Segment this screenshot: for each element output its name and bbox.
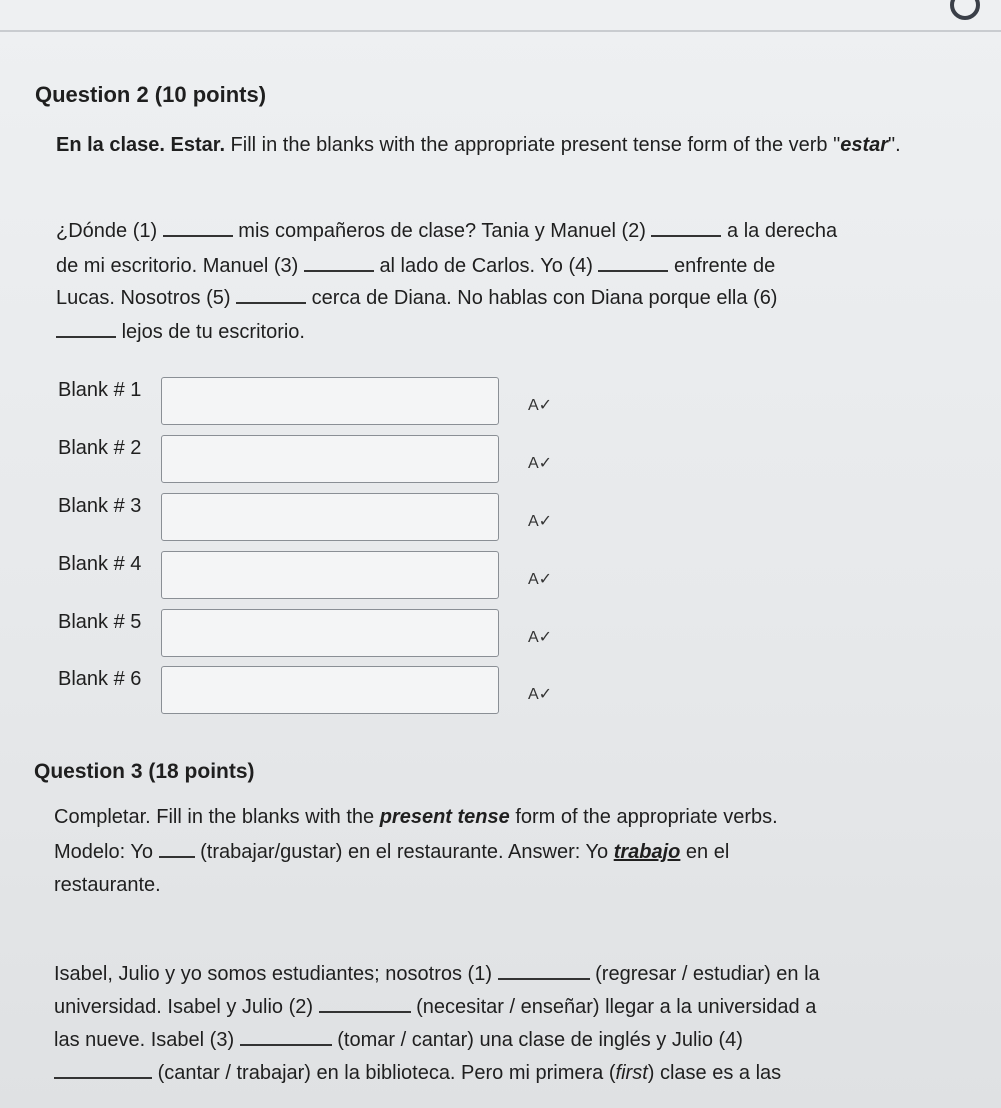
question-3-heading: Question 3 (18 points): [34, 760, 255, 783]
top-divider: [0, 30, 1001, 32]
blank-1-input[interactable]: [161, 377, 499, 425]
q3-paragraph-line-3: las nueve. Isabel (3) (tomar / cantar) una clase de inglés y Julio (4): [54, 1029, 743, 1051]
paragraph-line-1: ¿Dónde (1) mis compañeros de clase? Tania y Manuel (2) a la derecha: [56, 220, 838, 242]
blank-label: Blank # 4: [58, 553, 142, 575]
blank-label: Blank # 5: [58, 611, 142, 633]
paragraph-line-2: de mi escritorio. Manuel (3) al lado de Carlos. Yo (4) enfrente de: [56, 255, 776, 277]
spellcheck-icon[interactable]: A✓: [528, 397, 553, 414]
question-2-heading: Question 2 (10 points): [35, 82, 267, 107]
blank-label: Blank # 3: [58, 495, 142, 517]
q3-paragraph-line-1: Isabel, Julio y yo somos estudiantes; nosotros (1) (regresar / estudiar) en la: [54, 963, 820, 985]
spellcheck-icon[interactable]: A✓: [528, 629, 553, 646]
blank-5-input[interactable]: [161, 609, 499, 657]
q3-paragraph-line-4: (cantar / trabajar) en la biblioteca. Pero mi primera (first) clase es a las: [54, 1062, 781, 1085]
blank-4-input[interactable]: [161, 551, 499, 599]
spellcheck-icon[interactable]: A✓: [528, 455, 553, 472]
loading-ring-icon: [950, 0, 980, 20]
q3-model-line-end: restaurante.: [54, 874, 161, 896]
spellcheck-icon[interactable]: A✓: [528, 686, 553, 703]
blank-label: Blank # 6: [58, 668, 142, 690]
question-2-instructions: En la clase. Estar. Fill in the blanks with the appropriate present tense form of the verb "estar".: [56, 134, 901, 156]
q3-paragraph-line-2: universidad. Isabel y Julio (2) (necesitar / enseñar) llegar a la universidad a: [54, 996, 817, 1018]
paragraph-line-3: Lucas. Nosotros (5) cerca de Diana. No hablas con Diana porque ella (6): [56, 287, 778, 309]
blank-label: Blank # 2: [58, 437, 142, 459]
blank-3-input[interactable]: [161, 493, 499, 541]
spellcheck-icon[interactable]: A✓: [528, 571, 553, 588]
blank-label: Blank # 1: [58, 379, 142, 401]
paragraph-line-4: lejos de tu escritorio.: [56, 321, 305, 344]
spellcheck-icon[interactable]: A✓: [528, 513, 553, 530]
blank-6-input[interactable]: [161, 666, 499, 714]
q3-instructions: Completar. Fill in the blanks with the present tense form of the appropriate verbs.: [54, 806, 778, 828]
blank-2-input[interactable]: [161, 435, 499, 483]
q3-model-line: Modelo: Yo (trabajar/gustar) en el restaurante. Answer: Yo trabajo en el: [54, 841, 730, 863]
